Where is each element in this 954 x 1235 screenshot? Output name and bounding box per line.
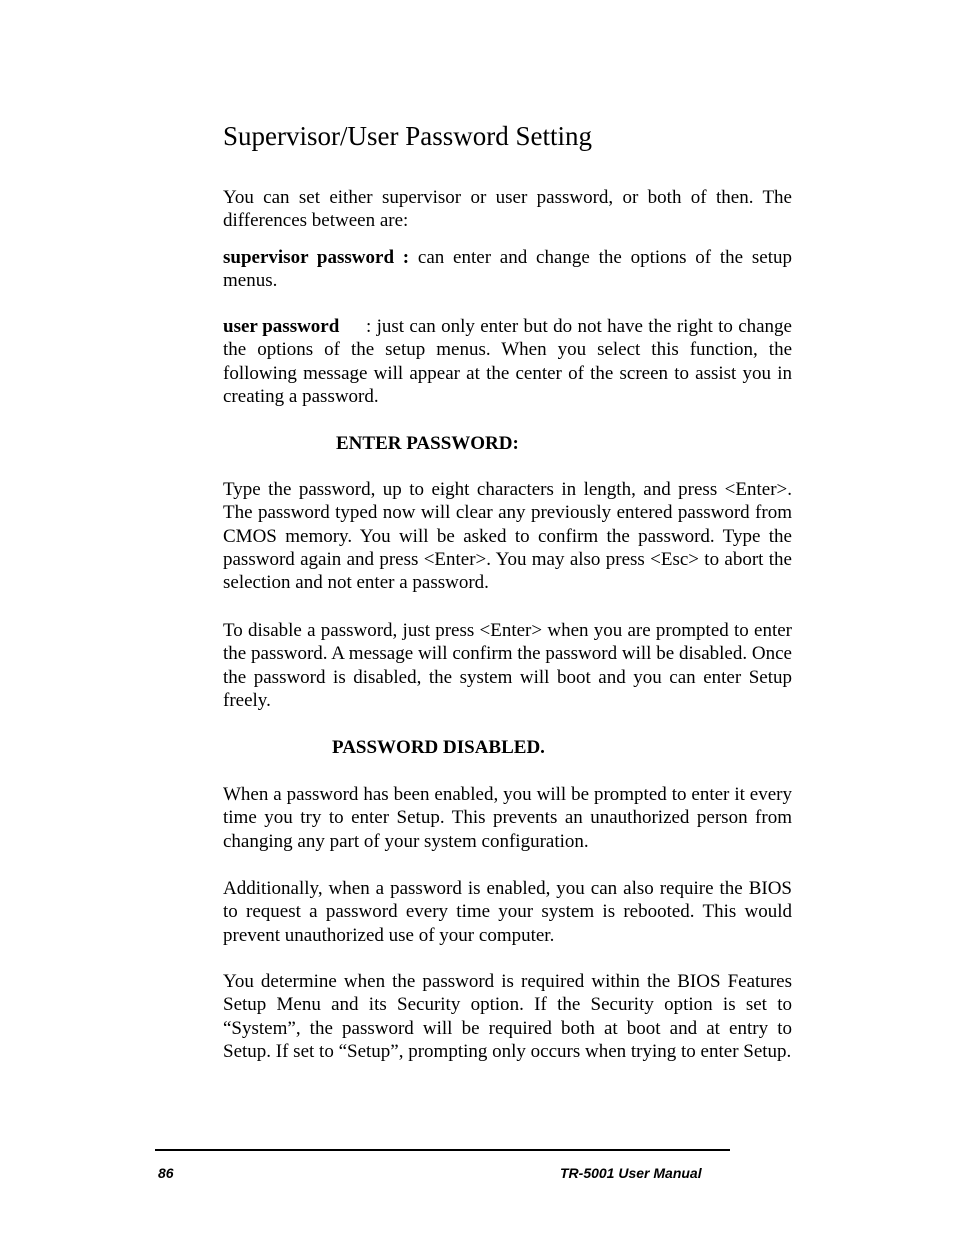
page-number: 86 bbox=[158, 1165, 174, 1181]
disable-password-paragraph: To disable a password, just press <Enter> when you are prompted to enter the password. A message will confirm the password will be disabled. Once the password is disabled, the system will boot and you can enter Setup freely. bbox=[223, 620, 792, 711]
security-option-paragraph: You determine when the password is required within the BIOS Features Setup Menu and its Security option. If the Security option is set to “System”, the password will be required both at boot and at entry to Setup. If set to “Setup”, prompting only occurs when trying to enter Setup. bbox=[223, 971, 792, 1062]
page-title: Supervisor/User Password Setting bbox=[223, 121, 592, 151]
supervisor-password-description: can enter and change the options of the setup menus. bbox=[223, 247, 792, 292]
supervisor-password-paragraph bbox=[223, 246, 792, 293]
type-password-paragraph: Type the password, up to eight characters in length, and press <Enter>. The password typed now will clear any previously entered password from CMOS memory. You will be asked to confirm the password. Type the password again and press <Enter>. You may also press <Esc> to abort the selection and not enter a password. bbox=[223, 479, 792, 594]
footer-divider bbox=[155, 1149, 730, 1151]
supervisor-password-term: supervisor password : bbox=[223, 247, 410, 268]
bios-reboot-paragraph: Additionally, when a password is enabled, you can also require the BIOS to request a password every time your system is rebooted. This would prevent unauthorized use of your computer. bbox=[223, 878, 792, 946]
password-enabled-paragraph: When a password has been enabled, you will be prompted to enter it every time you try to enter Setup. This prevents an unauthorized person from changing any part of your system configuration. bbox=[223, 784, 792, 852]
enter-password-message: ENTER PASSWORD: bbox=[336, 433, 519, 454]
user-password-paragraph bbox=[223, 315, 792, 408]
intro-paragraph: You can set either supervisor or user password, or both of then. The differences between are: bbox=[223, 187, 792, 232]
password-disabled-message: PASSWORD DISABLED. bbox=[332, 737, 545, 758]
user-password-term: user password bbox=[223, 316, 340, 337]
manual-title: TR-5001 User Manual bbox=[560, 1165, 702, 1181]
user-password-description: : just can only enter but do not have the right to change the options of the setup menus. When you select this function, the following message will appear at the center of the screen to assist you in creating a password. bbox=[223, 316, 792, 407]
